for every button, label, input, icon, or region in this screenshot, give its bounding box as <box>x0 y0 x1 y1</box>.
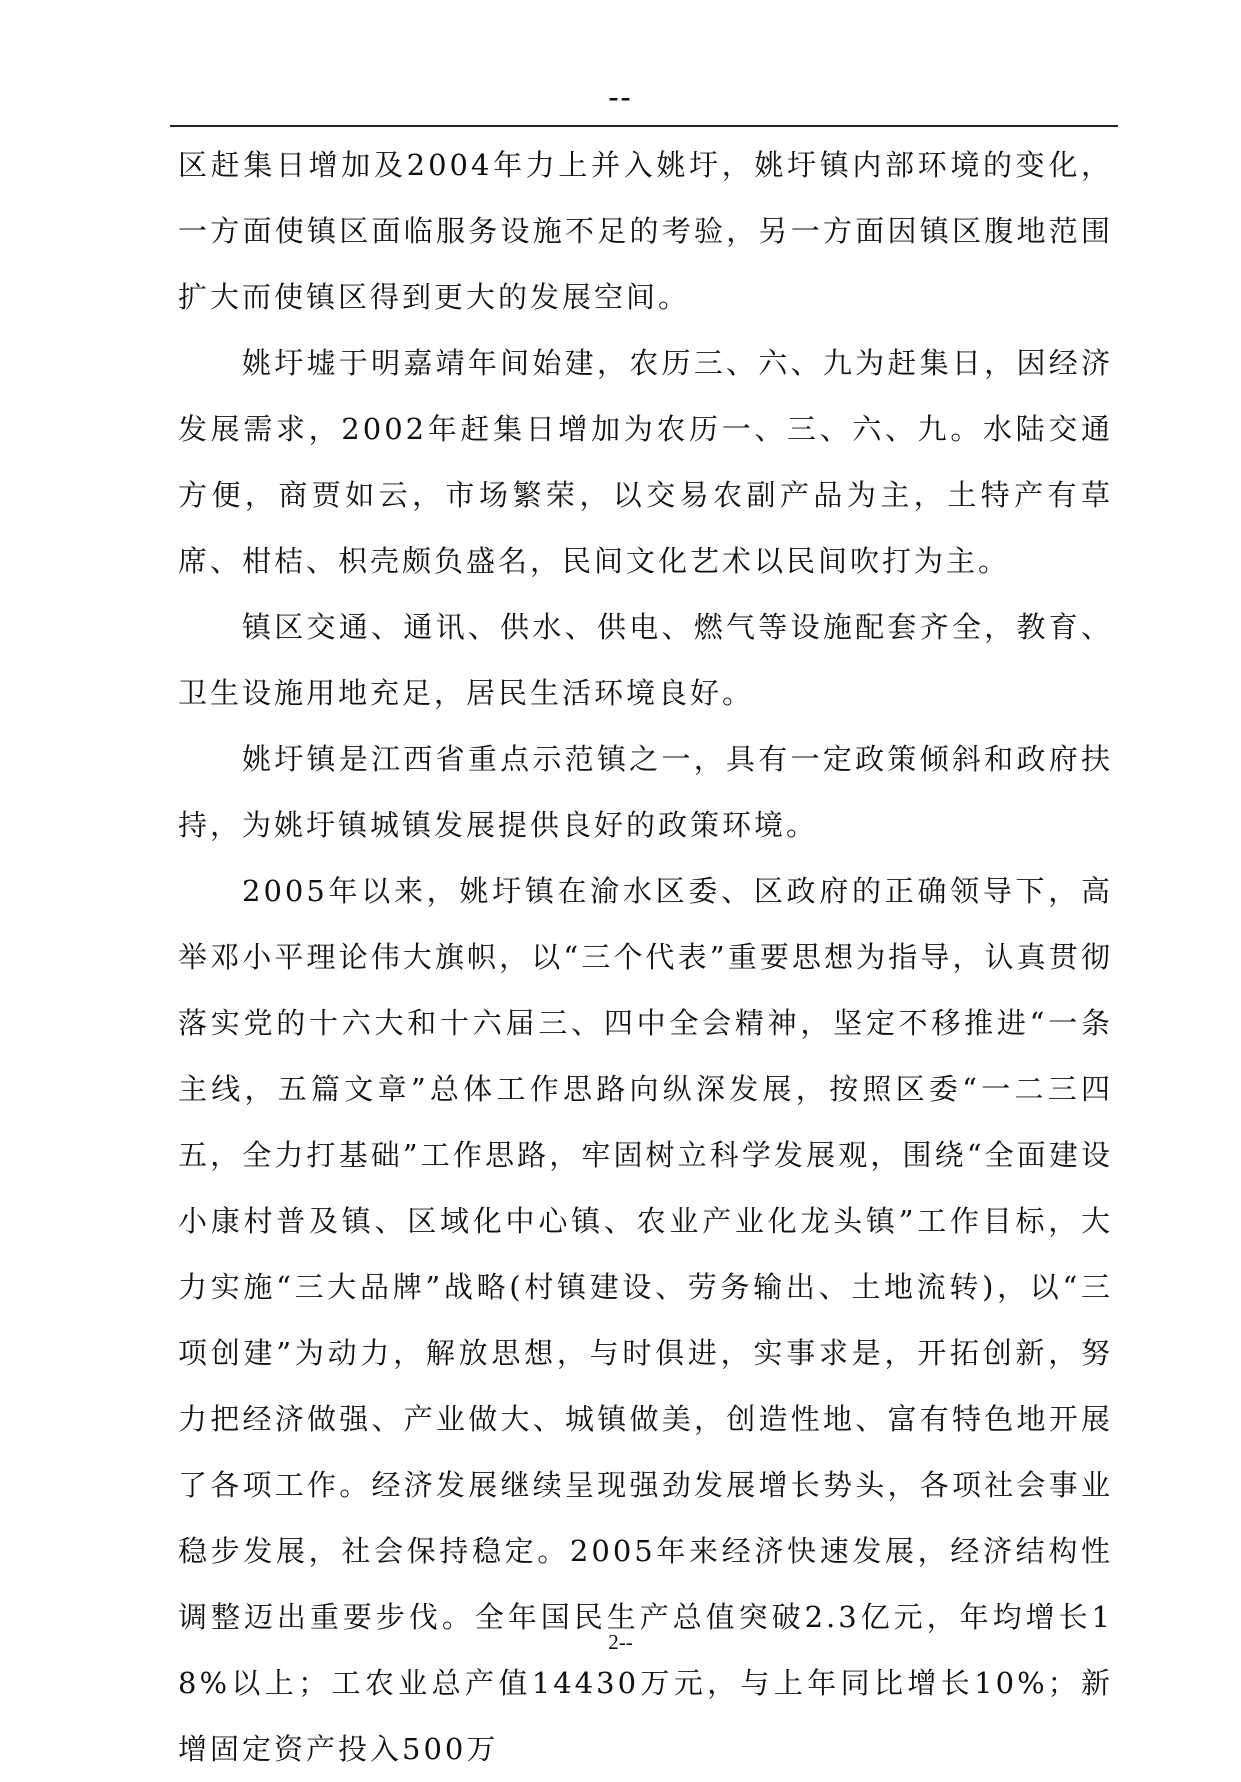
paragraph-1: 区赶集日增加及2004年力上并入姚圩，姚圩镇内部环境的变化，一方面使镇区面临服务设施不足的考验，另一方面因镇区腹地范围扩大而使镇区得到更大的发展空间。 <box>178 148 1113 314</box>
document-body <box>178 132 1113 1782</box>
header-mark: -- <box>608 80 633 113</box>
header-rule <box>170 125 1118 127</box>
paragraph-2: 姚圩墟于明嘉靖年间始建，农历三、六、九为赶集日，因经济发展需求，2002年赶集日增加为农历一、三、六、九。水陆交通方便，商贾如云，市场繁荣，以交易农副产品为主，土特产有草席、柑桔、枳壳颇负盛名，民间文化艺术以民间吹打为主。 <box>178 346 1113 578</box>
paragraph-4: 姚圩镇是江西省重点示范镇之一，具有一定政策倾斜和政府扶持，为姚圩镇城镇发展提供良好的政策环境。 <box>178 742 1113 842</box>
paragraph-5: 2005年以来，姚圩镇在渝水区委、区政府的正确领导下，高举邓小平理论伟大旗帜，以“三个代表”重要思想为指导，认真贯彻落实党的十六大和十六届三、四中全会精神，坚定不移推进“一条主线，五篇文章”总体工作思路向纵深发展，按照区委“一二三四五，全力打基础”工作思路，牢固树立科学发展观，围绕“全面建设小康村普及镇、区域化中心镇、农业产业化龙头镇”工作目标，大力实施“三大品牌”战略(村镇建设、劳务输出、土地流转)，以“三项创建”为动力，解放思想，与时俱进，实事求是，开拓创新，努力把经济做强、产业做大、城镇做美，创造性地、富有特色地开展了各项工作。经济发展继续呈现强劲发展增长势头，各项社会事业稳步发展，社会保持稳定。2005年来经济快速发展，经济结构性调整迈出重要步伐。全年国民生产总值突破2.3亿元，年均增长18%以上；工农业总产值14430万元，与上年同比增长10%；新增固定资产投入500万 <box>178 874 1113 1766</box>
page-number: 2-- <box>608 1630 633 1654</box>
paragraph-3: 镇区交通、通讯、供水、供电、燃气等设施配套齐全，教育、卫生设施用地充足，居民生活环境良好。 <box>178 610 1113 710</box>
